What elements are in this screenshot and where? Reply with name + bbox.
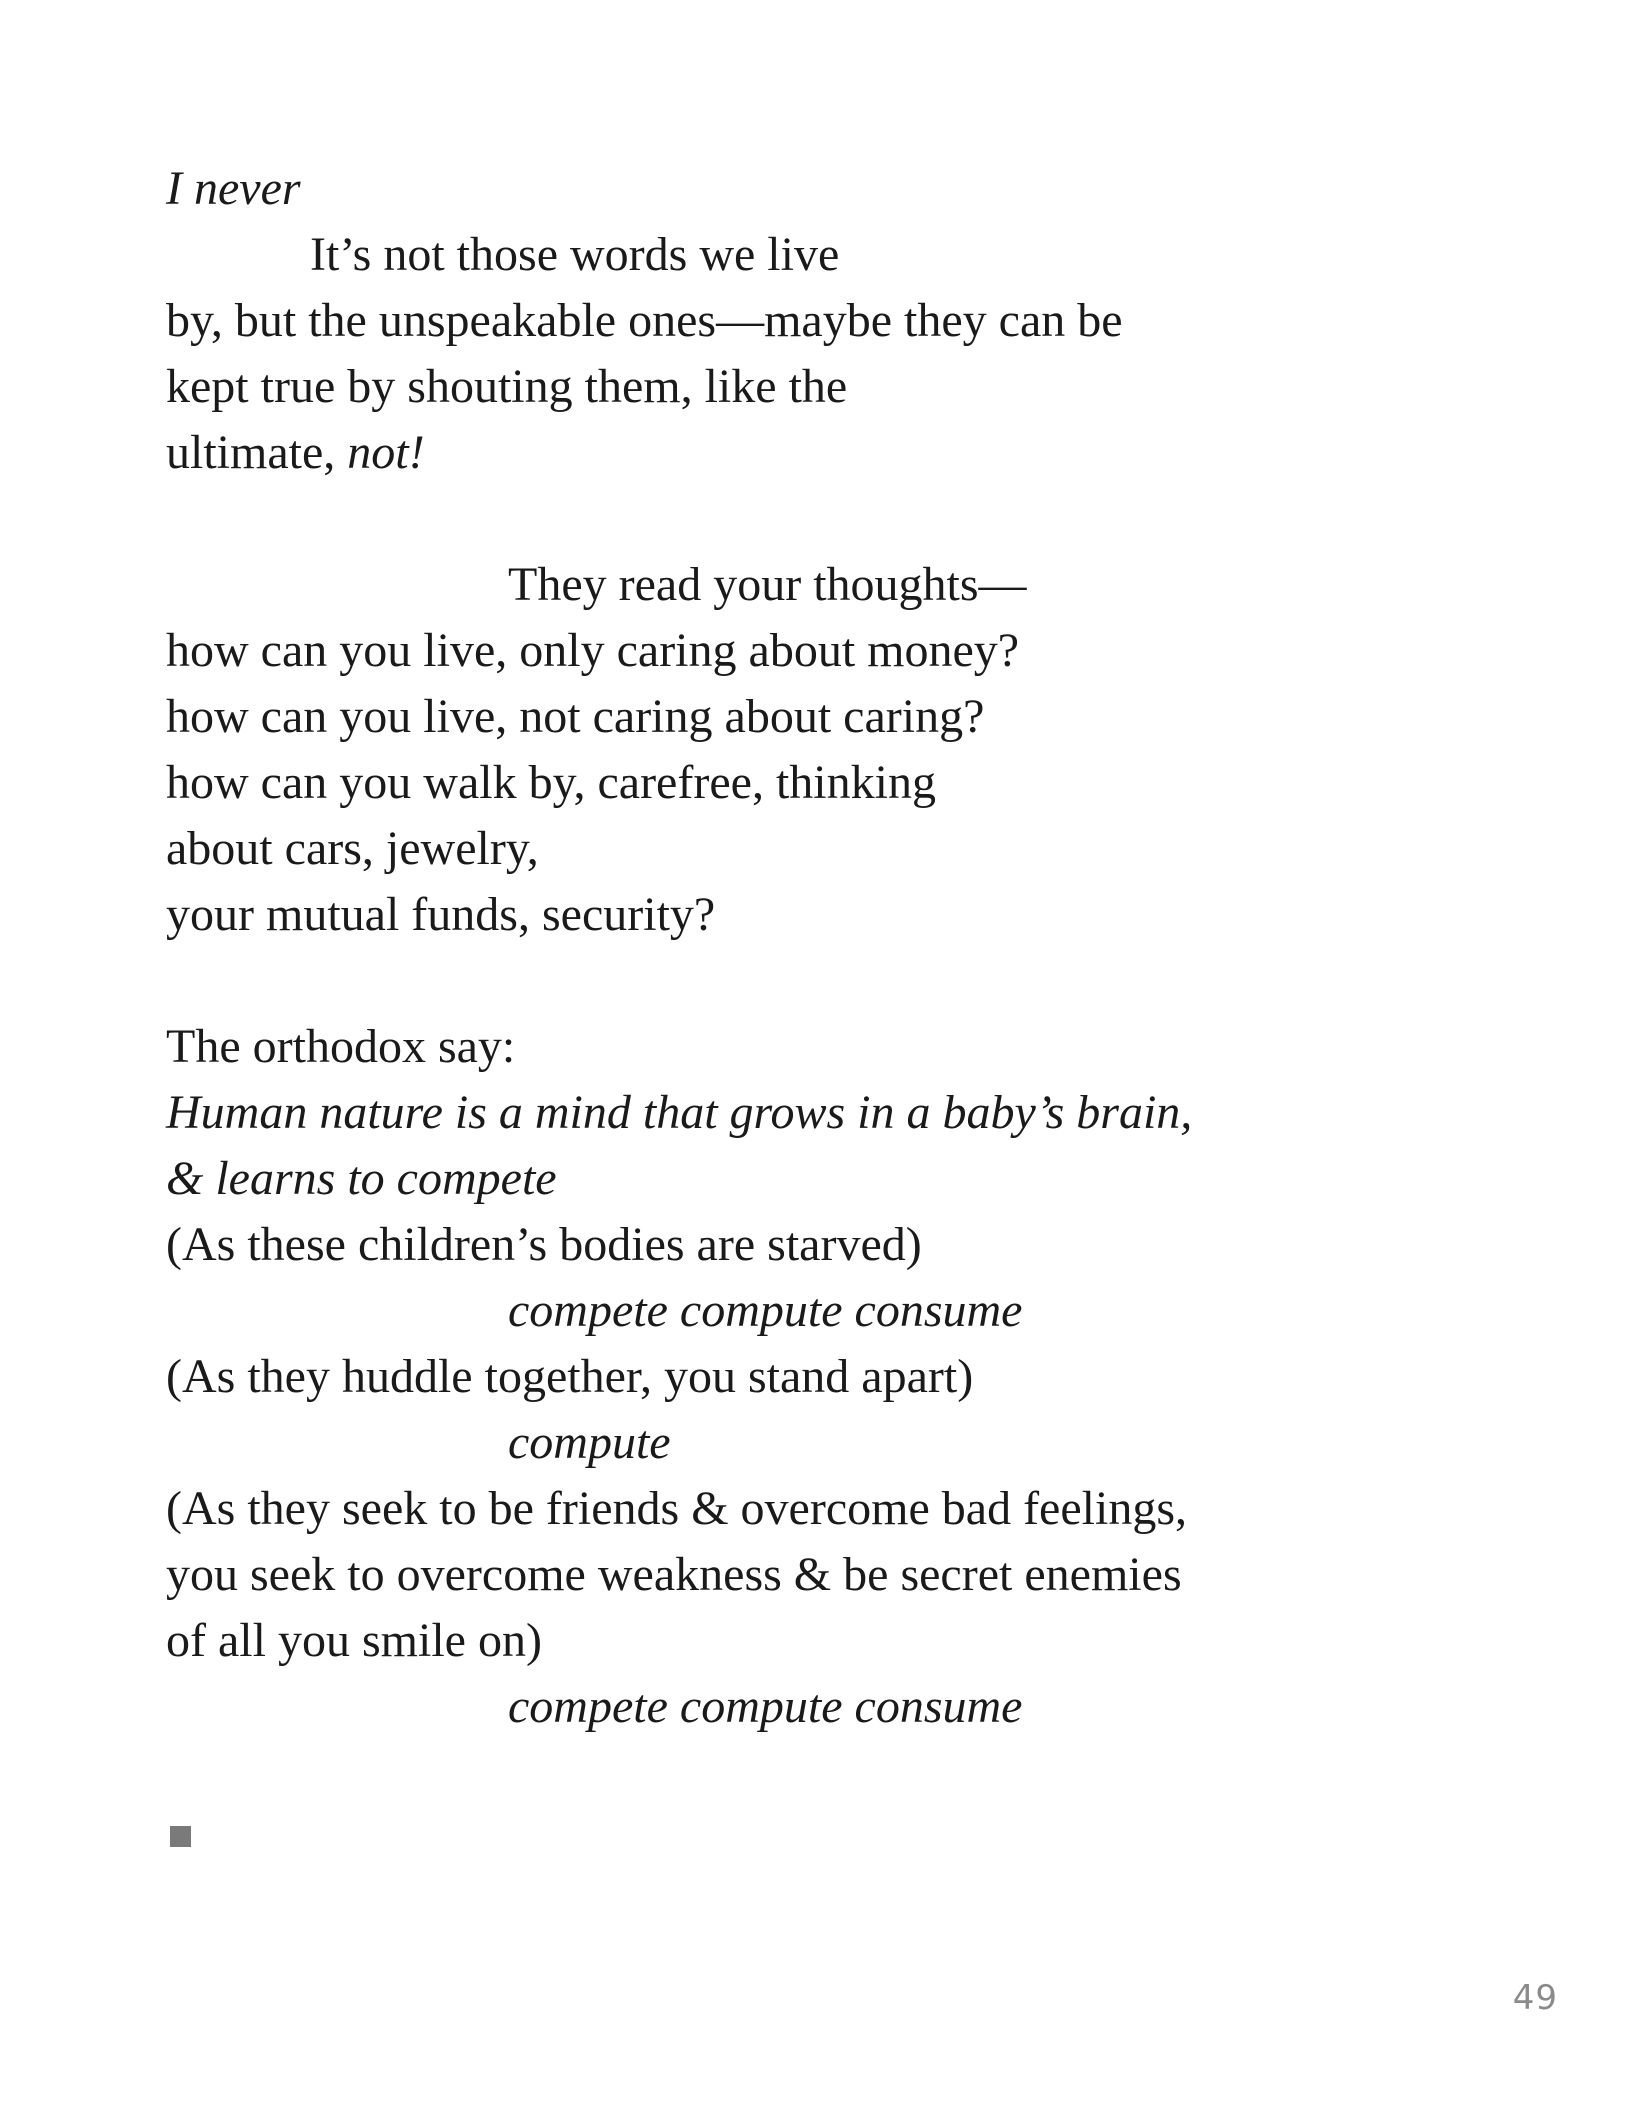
poem-line: how can you live, only caring about money? [166,624,1020,677]
poem-line: (As these children’s bodies are starved) [166,1218,922,1271]
poem-line: compete compute consume [508,1680,1023,1733]
poem-line: compute [508,1416,671,1469]
poem-body [166,156,1466,1740]
poem-line: (As they huddle together, you stand apart) [166,1350,974,1403]
poem-text: ultimate, [166,426,348,479]
poem-line: They read your thoughts— [508,558,1027,611]
poem-line: of all you smile on) [166,1614,542,1667]
poem-line: your mutual funds, security? [166,888,716,941]
stanza-break [166,948,1466,1014]
stanza-break [166,486,1466,552]
poem-line: kept true by shouting them, like the [166,360,848,413]
poem-line: It’s not those words we live [310,228,840,281]
poem-line: The orthodox say: [166,1020,516,1073]
square-icon [170,1826,191,1847]
poem-line: you seek to overcome weakness & be secret enemies [166,1548,1182,1601]
poem-line [166,420,1466,486]
poem-line: & learns to compete [166,1152,557,1205]
poem-line: (As they seek to be friends & overcome bad feelings, [166,1482,1188,1535]
poem-line: compete compute consume [508,1284,1023,1337]
page-number: 49 [1512,1978,1558,2018]
poem-line: I never [166,162,301,215]
poem-line: how can you walk by, carefree, thinking [166,756,936,809]
poem-line: by, but the unspeakable ones—maybe they can be [166,294,1123,347]
poem-emphasis: not! [347,426,425,479]
poem-line: about cars, jewelry, [166,822,539,875]
poem-line: Human nature is a mind that grows in a baby’s brain, [166,1086,1193,1139]
poem-line: how can you live, not caring about caring? [166,690,985,743]
